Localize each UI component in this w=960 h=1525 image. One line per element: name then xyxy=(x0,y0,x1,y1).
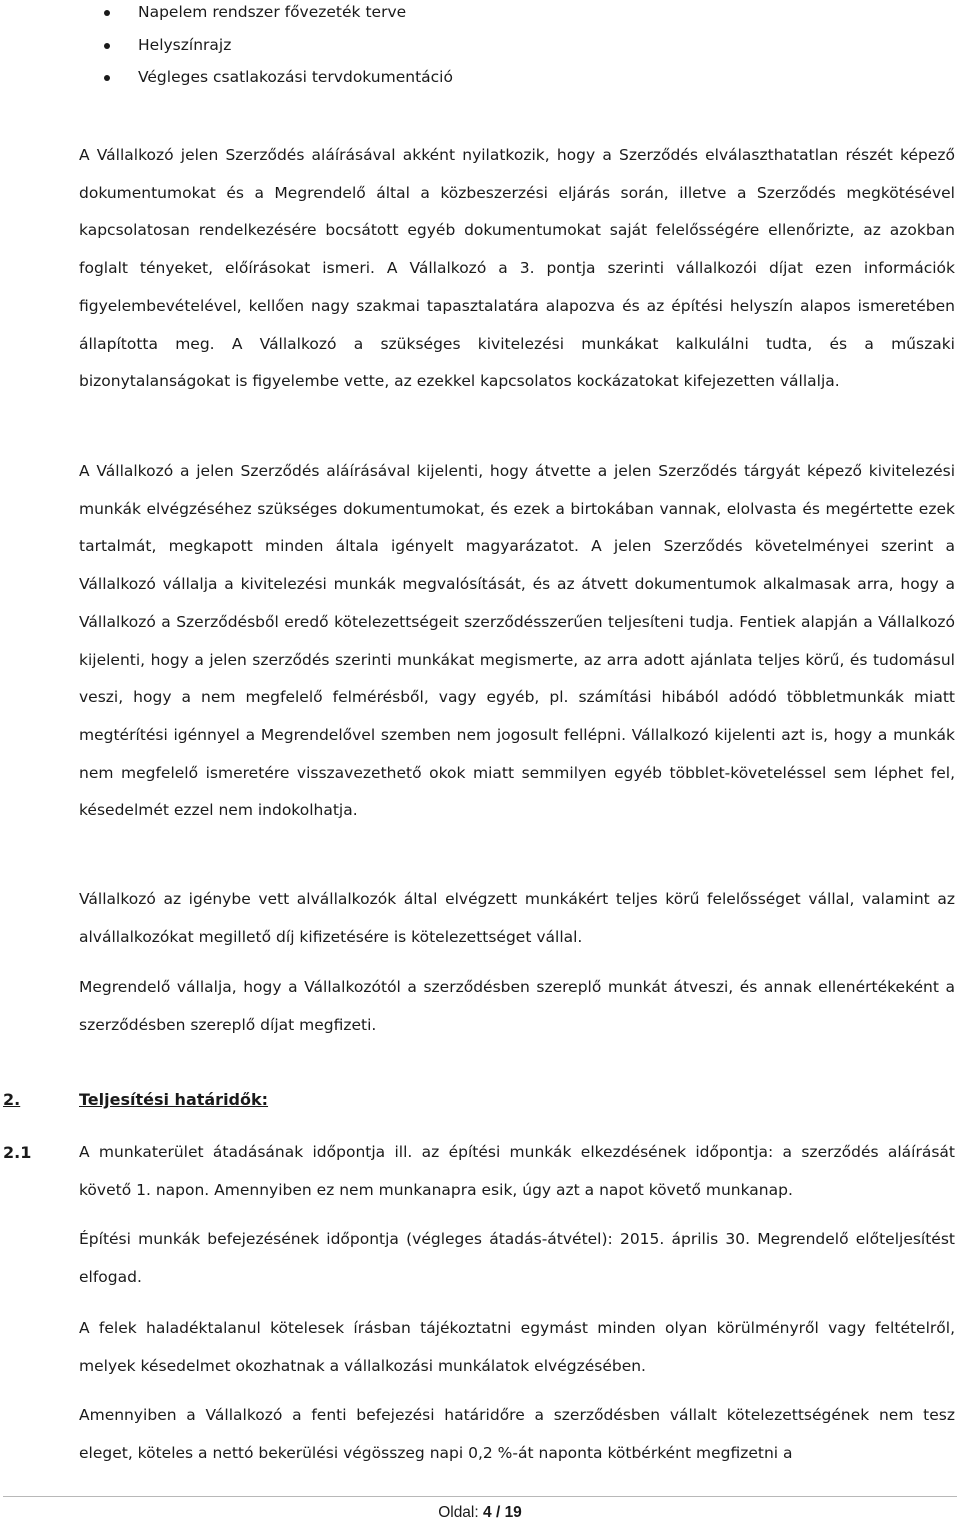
paragraph-client-obligation: Megrendelő vállalja, hogy a Vállalkozótól a szerződésben szereplő munkát átveszi, és annak ellenértékeként a szerződésben szereplő díjat megfizeti. xyxy=(79,978,955,1034)
paragraph-document-review: A Vállalkozó jelen Szerződés aláírásával akként nyilatkozik, hogy a Szerződés elválaszthatatlan részét képező dokumentumokat és a Megrendelő által a közbeszerzési eljárás során, illetve a Szerződés megkötésével kapcsolatosan rendelkezésére bocsátott egyéb dokumentumokat saját felelősségére ellenőrizte, az azokban foglalt tényeket, előírásokat ismeri. A Vállalkozó a 3. pontja szerinti vállalkozói díjat ezen információk figyelembevételével, kellően nagy szakmai tapasztalatára alapozva és az építési helyszín alapos ismeretében állapította meg. A Vállalkozó a szükséges kivitelezési munkákat kalkulálni tudta, és a műszaki bizonytalanságokat is figyelembe vette, az ezekkel kapcsolatos kockázatokat kifejezetten vállalja. xyxy=(79,146,955,391)
attachment-bullet-list xyxy=(100,0,453,98)
bullet-item: Helyszínrajz xyxy=(100,33,453,66)
current-page-number: 4 xyxy=(483,1504,492,1521)
paragraph-completion-date: Építési munkák befejezésének időpontja (végleges átadás-átvétel): 2015. április 30. Megrendelő előteljesítést elfogad. xyxy=(79,1230,955,1286)
paragraph-subcontractors: Vállalkozó az igénybe vett alvállalkozók által elvégzett munkákért teljes körű felelősséget vállal, valamint az alvállalkozókat megillető díj kifizetésére is kötelezettséget vállal. xyxy=(79,890,955,946)
paragraph-penalty: Amennyiben a Vállalkozó a fenti befejezési határidőre a szerződésben vállalt kötelezettségének nem tesz eleget, köteles a nettó bekerülési végösszeg napi 0,2 %-át naponta kötbérként megfizetni a xyxy=(79,1406,955,1462)
section-heading xyxy=(3,1087,268,1113)
page-separator: / xyxy=(495,1504,501,1521)
paragraph-notification: A felek haladéktalanul kötelesek írásban tájékoztatni egymást minden olyan körülményről vagy feltételről, melyek késedelmet okozhatnak a vállalkozási munkálatok elvégzésében. xyxy=(79,1319,955,1375)
page-footer xyxy=(0,1501,960,1525)
paragraph-documents-received: A Vállalkozó a jelen Szerződés aláírásával kijelenti, hogy átvette a jelen Szerződés tárgyát képező kivitelezési munkák elvégzéséhez szükséges dokumentumokat, és ezek a birtokában vannak, elolvasta és megértette ezek tartalmát, megkapott minden általa igényelt magyarázatot. A jelen Szerződés követelményei szerint a Vállalkozó vállalja a kivitelezési munkák megvalósítását, és az átvett dokumentumok alkalmasak arra, hogy a Vállalkozó a Szerződésből eredő kötelezettségeit szerződésszerűen teljesíteni tudja. Fentiek alapján a Vállalkozó kijelenti, hogy a jelen szerződés szerinti munkákat megismerte, az arra adott ajánlata teljes körű, és tudomásul veszi, hogy a nem megfelelő felmérésből, vagy egyéb, pl. számítási hibából adódó többletmunkák miatt megtérítési igénnyel a Megrendelővel szemben nem jogosult fellépni. Vállalkozó kijelenti azt is, hogy a munkák nem megfelelő ismeretére visszavezethető okok miatt semmilyen egyéb többlet-követeléssel sem léphet fel, késedelmét ezzel nem indokolhatja. xyxy=(79,462,955,820)
bullet-item: Napelem rendszer fővezeték terve xyxy=(100,0,453,33)
footer-divider xyxy=(3,1496,957,1497)
page-label: Oldal: xyxy=(438,1504,479,1521)
subsection-number: 2.1 xyxy=(3,1143,32,1162)
section-number: 2. xyxy=(3,1090,21,1109)
paragraph-site-handover: A munkaterület átadásának időpontja ill. az építési munkák elkezdésének időpontja: a szerződés aláírását követő 1. napon. Amennyiben ez nem munkanapra esik, úgy azt a napot követő munkanap. xyxy=(79,1143,955,1199)
bullet-item: Végleges csatlakozási tervdokumentáció xyxy=(100,65,453,98)
total-page-count: 19 xyxy=(504,1504,522,1521)
section-title: Teljesítési határidők: xyxy=(79,1090,269,1109)
